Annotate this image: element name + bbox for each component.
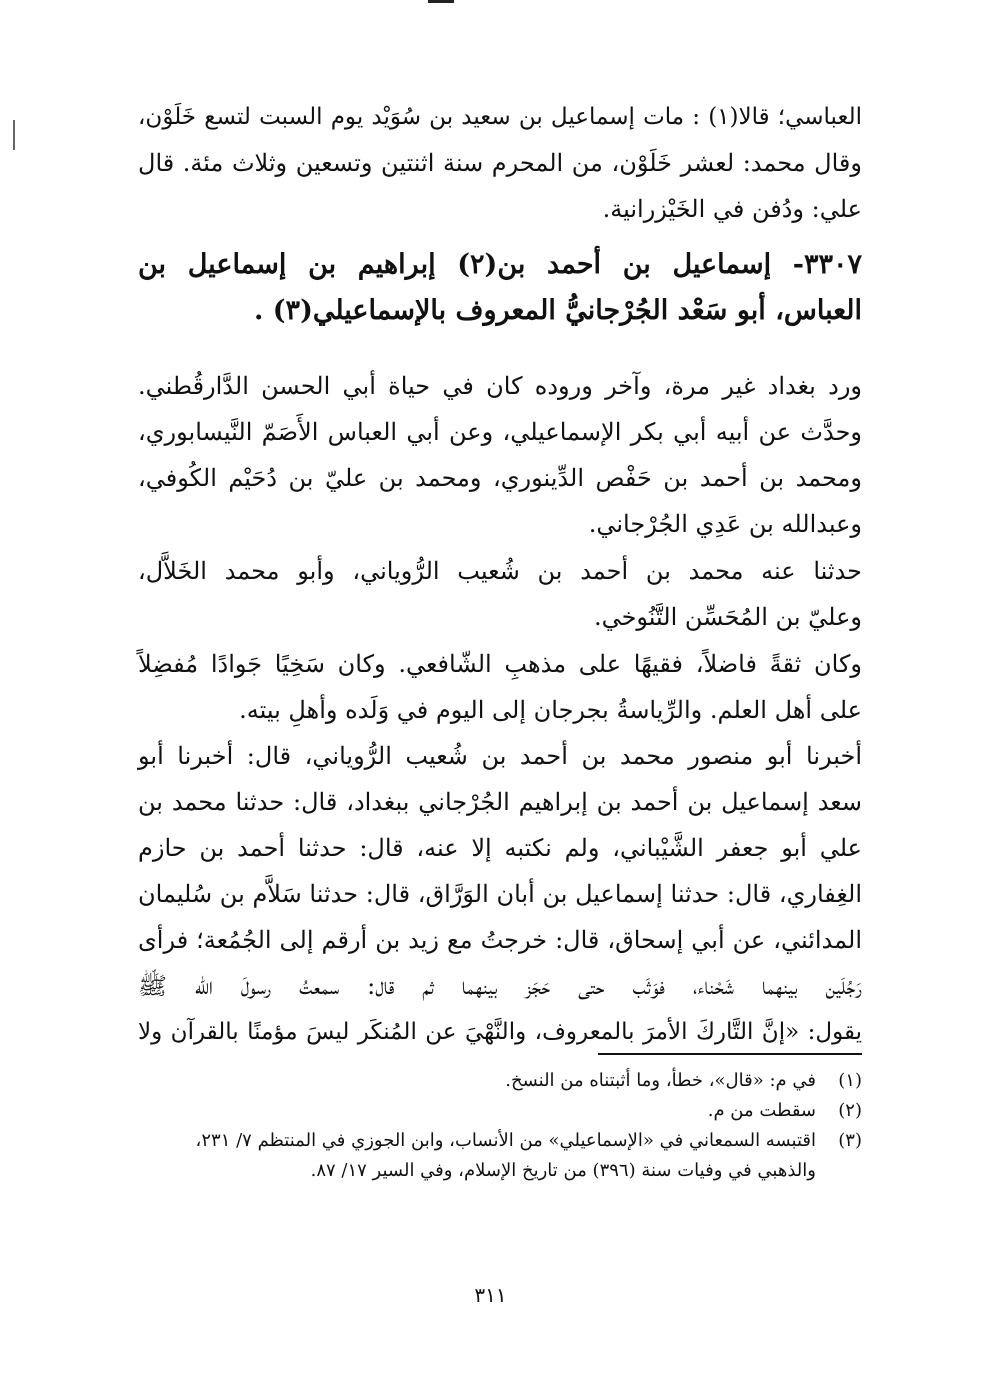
text-line: المدائني، عن أبي إسحاق، قال: خرجتُ مع زيد بن أرقم إلى الجُمُعة؛ فرأى [138, 926, 862, 954]
text-line: العباسي؛ قالا(١) : مات إسماعيل بن سعيد بن سُوَيْد يوم السبت لتسع خَلَوْن، [138, 104, 862, 130]
text-line: وكان ثقةً فاضلاً، فقيهًا على مذهبِ الشّافعي. وكان سَخِيًا جَوادًا مُفضِلاً [138, 650, 862, 678]
heading-line: ٣٣٠٧- إسماعيل بن أحمد بن(٢) إبراهيم بن إسماعيل بن [138, 249, 862, 280]
text-line: على أهل العلم. والرِّياسةُ بجرجان إلى اليوم في وَلَده وأهلِ بيته. [239, 696, 862, 724]
text-line: ومحمد بن أحمد بن حَفْص الدِّينوري، ومحمد بن عليّ بن دُحَيْم الكُوفي، [138, 464, 862, 492]
footnote-3 [138, 1126, 862, 1156]
text-line: وحدَّث عن أبيه أبي بكر الإسماعيلي، وعن أبي العباس الأَصَمّ النَّيسابوري، [138, 418, 862, 446]
paragraph-hadith [138, 733, 862, 1055]
paragraph-narrators [138, 548, 862, 640]
text-line: سعد إسماعيل بن أحمد بن إبراهيم الجُرْجاني ببغداد، قال: حدثنا محمد بن [138, 788, 862, 816]
text-line: علي أبو جعفر الشَّيْباني، ولم نكتبه إلا عنه، قال: حدثنا أحمد بن حازم [138, 834, 862, 862]
text-line: وقال محمد: لعشر خَلَوْن، من المحرم سنة اثنتين وتسعين وثلاث مئة. قال [138, 149, 862, 177]
entry-heading [138, 242, 862, 334]
text-line: وعليّ بن المُحَسِّن التَّنُوخي. [593, 603, 862, 631]
footnote-number: (١) [838, 1070, 862, 1091]
text-line: حدثنا عنه محمد بن أحمد بن شُعيب الرُّوياني، وأبو محمد الخَلاَّل، [138, 557, 862, 585]
footnote-1 [138, 1066, 862, 1096]
footnote-number: (٢) [838, 1100, 862, 1121]
text-line: يقول: «إنَّ التَّاركَ الأمرَ بالمعروف، والنَّهْيَ عن المُنكَر ليسَ مؤمنًا بالقرآن ولا [138, 1019, 862, 1045]
text-line: رَجُلَين بينهما شَحْناء، فوَثَب حتى حَجَز بينهما ثم قال: سمعتُ رسولَ الله ﷺ [138, 972, 862, 1000]
paragraph-continuation [138, 94, 862, 232]
margin-mark [13, 120, 15, 150]
footnote-separator [598, 1053, 862, 1055]
footnote-text: والذهبي في وفيات سنة (٣٩٦) من تاريخ الإسلام، وفي السير ١٧/ ٨٧. [310, 1160, 816, 1181]
text-line: وعبدالله بن عَدِي الجُرْجاني. [588, 510, 862, 538]
footnotes [138, 1066, 862, 1186]
top-edge-mark [428, 0, 454, 3]
footnote-text: في م: «قال»، خطأ، وما أثبتناه من النسخ. [505, 1070, 816, 1091]
text-line: الغِفاري، قال: حدثنا إسماعيل بن أبان الوَرَّاق، قال: حدثنا سَلاَّم بن سُليمان [138, 880, 862, 908]
heading-line: العباس، أبو سَعْد الجُرْجانيُّ المعروف بالإسماعيلي(٣) . [253, 295, 862, 326]
footnote-text: اقتبسه السمعاني في «الإسماعيلي» من الأنساب، وابن الجوزي في المنتظم ٧/ ٢٣١، [195, 1130, 816, 1151]
footnote-text: سقطت من م. [707, 1100, 816, 1121]
page-number: ٣١١ [474, 1283, 507, 1307]
text-line: أخبرنا أبو منصور محمد بن أحمد بن شُعيب الرُّوياني، قال: أخبرنا أبو [138, 742, 862, 770]
text-line: ورد بغداد غير مرة، وآخر وروده كان في حياة أبي الحسن الدَّارقُطني. [138, 372, 862, 400]
text-line: علي: ودُفن في الخَيْزرانية. [602, 195, 862, 223]
paragraph-character [138, 641, 862, 733]
footnote-2 [138, 1096, 862, 1126]
footnote-3-continued [138, 1156, 862, 1186]
paragraph-biography [138, 363, 862, 547]
footnote-number: (٣) [838, 1130, 862, 1151]
